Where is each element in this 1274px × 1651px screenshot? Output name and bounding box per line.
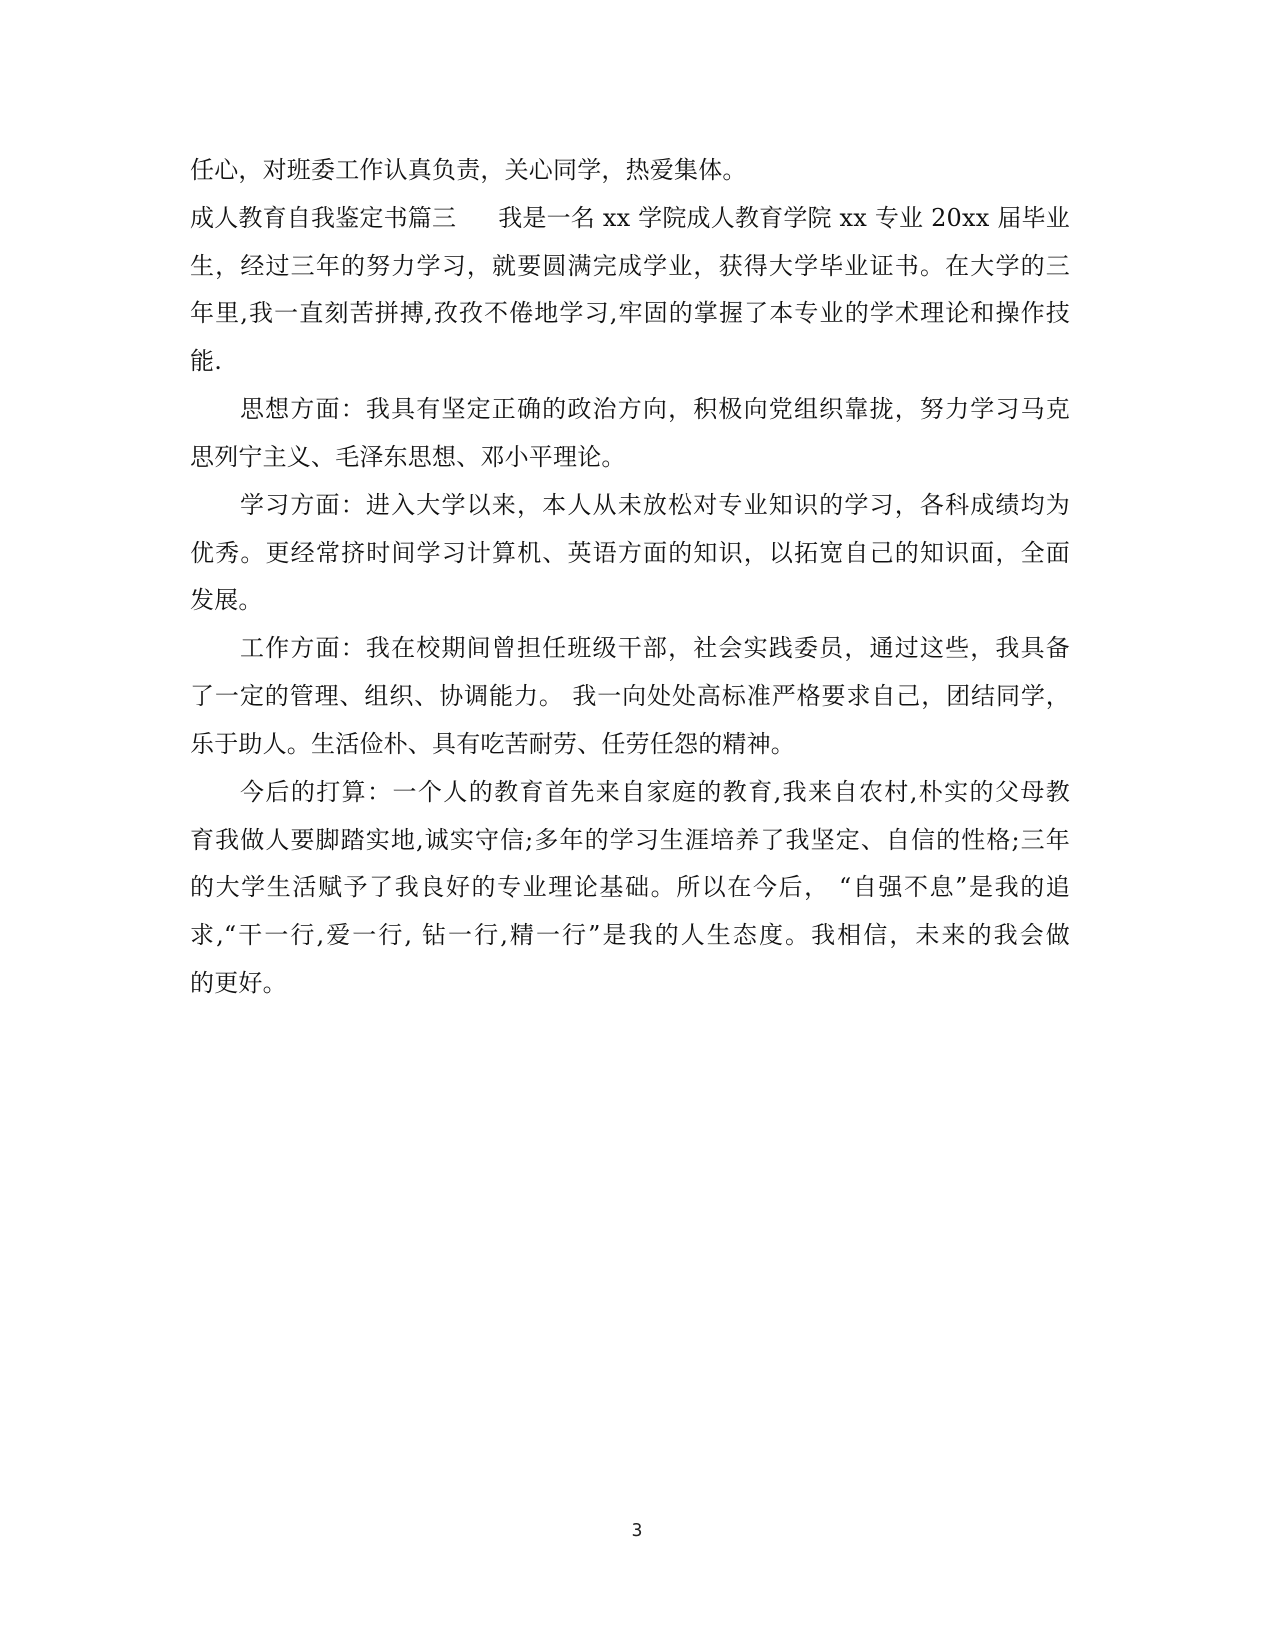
- paragraph-thought-line: 思想方面：我具有坚定正确的政治方向，积极向党组织靠拢，努力学习马克: [240, 395, 1070, 423]
- text-line: 的大学生活赋予了我良好的专业理论基础。所以在今后， “自强不息”是我的追: [190, 873, 1070, 901]
- text-line: 思列宁主义、毛泽东思想、邓小平理论。: [190, 443, 626, 471]
- text-line: 育我做人要脚踏实地,诚实守信;多年的学习生涯培养了我坚定、自信的性格;三年: [190, 826, 1070, 854]
- text-line: 发展。: [190, 586, 263, 614]
- page-number: 3: [631, 1520, 643, 1541]
- paragraph-work-line: 工作方面：我在校期间曾担任班级干部，社会实践委员，通过这些，我具备: [240, 634, 1070, 662]
- paragraph-study-line: 学习方面：进入大学以来，本人从未放松对专业知识的学习，各科成绩均为: [240, 491, 1070, 519]
- text-line: 的更好。: [190, 969, 287, 997]
- text-line: 生，经过三年的努力学习，就要圆满完成学业，获得大学毕业证书。在大学的三: [190, 252, 1070, 280]
- section-heading-line: [190, 203, 1070, 233]
- text-line: 优秀。更经常挤时间学习计算机、英语方面的知识，以拓宽自己的知识面，全面: [190, 539, 1070, 567]
- text-line: 年里,我一直刻苦拼搏,孜孜不倦地学习,牢固的掌握了本专业的学术理论和操作技: [190, 299, 1070, 327]
- text-line: 乐于助人。生活俭朴、具有吃苦耐劳、任劳任怨的精神。: [190, 730, 795, 758]
- text-line: 了一定的管理、组织、协调能力。 我一向处处高标准严格要求自己，团结同学，: [190, 682, 1070, 710]
- text-line: 能.: [190, 347, 223, 375]
- text-line: 求,“干一行,爱一行, 钻一行,精一行”是我的人生态度。我相信，未来的我会做: [190, 921, 1070, 949]
- paragraph-plan-line: 今后的打算：一个人的教育首先来自家庭的教育,我来自农村,朴实的父母教: [240, 778, 1070, 806]
- text-line: 任心，对班委工作认真负责，关心同学，热爱集体。: [190, 156, 747, 184]
- section-title: 成人教育自我鉴定书篇三: [190, 204, 457, 232]
- section-opening-text: 我是一名 xx 学院成人教育学院 xx 专业 20xx 届毕业: [498, 204, 1070, 232]
